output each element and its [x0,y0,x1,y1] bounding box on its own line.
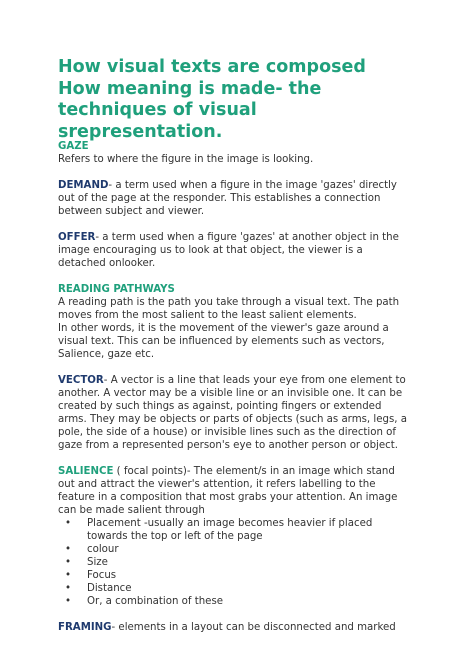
bullet-icon: • [65,544,72,555]
title-line: How visual texts are composed [58,57,366,77]
section-demand [58,179,468,218]
salience-text: ( focal points)- The element/s in an image which stand [113,466,395,477]
list-item-text: towards the top or left of the page [87,531,263,542]
gaze-definition: Refers to where the figure in the image is looking. [58,154,314,165]
reading-pathways-text: visual text. This can be influenced by elements such as vectors, [58,336,385,347]
bullet-icon: • [65,583,72,594]
vector-text: pole, the side of a house) or invisible lines such as the direction of [58,427,397,438]
list-item-text: Focus [87,570,117,581]
bullet-icon: • [65,557,72,568]
vector-text: gaze from a represented person's eye to another person or object. [58,440,398,451]
list-item [58,543,468,556]
section-vector [58,374,468,452]
salience-text: out and attract the viewer's attention, it refers labelling to the [58,479,376,490]
salience-bullet-list [58,517,468,608]
title-line: techniques of visual [58,100,257,120]
vector-text: another. A vector may be a visible line or an invisible one. It can be [58,388,403,399]
vector-text: - A vector is a line that leads your eye from one element to [103,375,406,386]
vector-text: created by such things as against, pointing fingers or extended [58,401,382,412]
section-framing [58,621,468,634]
section-reading-pathways [58,283,468,361]
demand-text: - a term used when a figure in the image 'gazes' directly [108,180,397,191]
reading-pathways-text: In other words, it is the movement of the viewer's gaze around a [58,323,389,334]
offer-text: image encouraging us to look at that object, the viewer is a [58,245,363,256]
salience-text: feature in a composition that most grabs your attention. An image [58,492,398,503]
section-heading-gaze: GAZE [58,141,89,152]
reading-pathways-text: moves from the most salient to the least salient elements. [58,310,357,321]
section-gaze [58,140,468,166]
bullet-icon: • [65,570,72,581]
term-framing: FRAMING [58,622,112,633]
list-item-text: Distance [87,583,132,594]
term-vector: VECTOR [58,375,104,386]
list-item-text: Or, a combination of these [87,596,224,607]
title-line: How meaning is made- the [58,78,322,99]
list-item [58,582,468,595]
demand-text: between subject and viewer. [58,206,205,217]
framing-text: - elements in a layout can be disconnected and marked [111,622,396,633]
bullet-icon: • [65,518,72,529]
section-offer [58,231,468,270]
page-title [58,57,458,143]
term-demand: DEMAND [58,180,109,191]
offer-text: - a term used when a figure 'gazes' at another object in the [95,232,399,243]
section-heading-reading-pathways: READING PATHWAYS [58,284,175,295]
list-item [58,595,468,608]
demand-text: out of the page at the responder. This establishes a connection [58,193,381,204]
list-item-text: colour [87,544,119,555]
term-salience: SALIENCE [58,466,114,477]
list-item-text: Placement -usually an image becomes heavier if placed [87,518,373,529]
reading-pathways-text: A reading path is the path you take through a visual text. The path [58,297,400,308]
offer-text: detached onlooker. [58,258,156,269]
salience-text: can be made salient through [58,505,205,516]
vector-text: arms. They may be objects or parts of objects (such as arms, legs, a [58,414,407,425]
title-line: srepresentation. [58,121,223,142]
list-item [58,517,468,543]
reading-pathways-text: Salience, gaze etc. [58,349,155,360]
list-item-text: Size [87,557,108,568]
document-body [58,140,468,634]
section-salience [58,465,468,608]
bullet-icon: • [65,596,72,607]
list-item [58,569,468,582]
list-item [58,556,468,569]
term-offer: OFFER [58,232,96,243]
